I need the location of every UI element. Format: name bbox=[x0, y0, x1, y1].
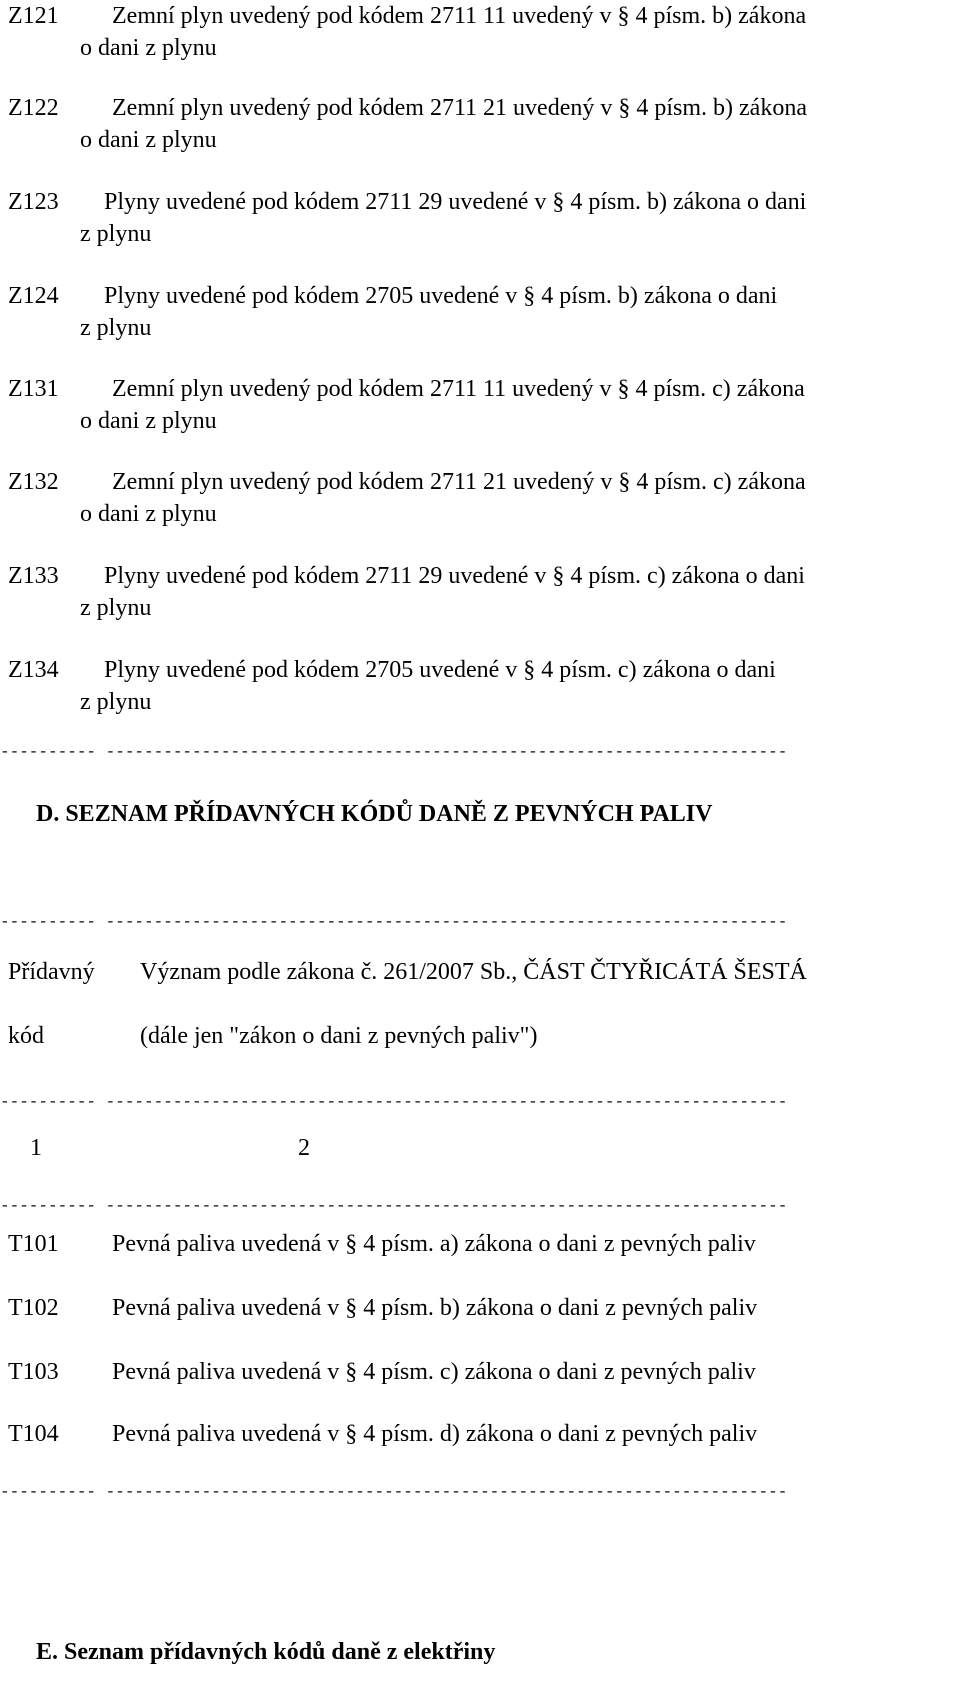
column-header-meaning: Význam podle zákona č. 261/2007 Sb., ČÁST ČTYŘICÁTÁ ŠESTÁ bbox=[140, 959, 807, 985]
entry-description: Plyny uvedené pod kódem 2711 29 uvedené v § 4 písm. b) zákona o dani bbox=[104, 189, 807, 215]
column-header-meaning-continued: (dále jen "zákon o dani z pevných paliv") bbox=[140, 1023, 538, 1049]
entry-description: Zemní plyn uvedený pod kódem 2711 11 uvedený v § 4 písm. b) zákona bbox=[112, 3, 807, 29]
column-number-2: 2 bbox=[298, 1135, 310, 1161]
entry-description-continued: o dani z plynu bbox=[80, 127, 217, 153]
entry-code: Z124 bbox=[8, 283, 59, 309]
entry-code: Z133 bbox=[8, 563, 59, 589]
column-header-code: Přídavný bbox=[8, 959, 95, 985]
entry-description: Plyny uvedené pod kódem 2705 uvedené v § 4 písm. b) zákona o dani bbox=[104, 283, 778, 309]
entry-code: Z134 bbox=[8, 657, 59, 683]
entry-description-continued: z plynu bbox=[80, 315, 152, 341]
entry-code: Z131 bbox=[8, 376, 59, 402]
entry-code: Z121 bbox=[8, 3, 59, 29]
entry-description: Plyny uvedené pod kódem 2705 uvedené v § 4 písm. c) zákona o dani bbox=[104, 657, 776, 683]
entry-code: T104 bbox=[8, 1421, 59, 1447]
entry-description-continued: z plynu bbox=[80, 689, 152, 715]
entry-description: Plyny uvedené pod kódem 2711 29 uvedené v § 4 písm. c) zákona o dani bbox=[104, 563, 805, 589]
section-e-title: E. Seznam přídavných kódů daně z elektřiny bbox=[36, 1639, 496, 1665]
entry-description: Zemní plyn uvedený pod kódem 2711 21 uvedený v § 4 písm. c) zákona bbox=[112, 469, 806, 495]
entry-code: Z123 bbox=[8, 189, 59, 215]
entry-description: Pevná paliva uvedená v § 4 písm. d) zákona o dani z pevných paliv bbox=[112, 1421, 758, 1447]
entry-description: Zemní plyn uvedený pod kódem 2711 21 uvedený v § 4 písm. b) zákona bbox=[112, 95, 807, 121]
entry-description-continued: z plynu bbox=[80, 595, 152, 621]
separator-line: ---------- ----------------------------------------------------------------------- bbox=[0, 1483, 788, 1501]
separator-line: ---------- ----------------------------------------------------------------------- bbox=[0, 1197, 788, 1215]
entry-description: Pevná paliva uvedená v § 4 písm. c) zákona o dani z pevných paliv bbox=[112, 1359, 756, 1385]
entry-code: T102 bbox=[8, 1295, 59, 1321]
column-header-code-continued: kód bbox=[8, 1023, 44, 1049]
entry-description: Pevná paliva uvedená v § 4 písm. b) zákona o dani z pevných paliv bbox=[112, 1295, 758, 1321]
entry-code: T103 bbox=[8, 1359, 59, 1385]
separator-line: ---------- ----------------------------------------------------------------------- bbox=[0, 913, 788, 931]
section-d-title: D. SEZNAM PŘÍDAVNÝCH KÓDŮ DANĚ Z PEVNÝCH PALIV bbox=[36, 801, 713, 827]
separator-line: ---------- ----------------------------------------------------------------------- bbox=[0, 743, 788, 761]
separator-line: ---------- ----------------------------------------------------------------------- bbox=[0, 1093, 788, 1111]
entry-description-continued: o dani z plynu bbox=[80, 501, 217, 527]
entry-code: Z122 bbox=[8, 95, 59, 121]
entry-description-continued: o dani z plynu bbox=[80, 35, 217, 61]
entry-code: T101 bbox=[8, 1231, 59, 1257]
entry-description: Pevná paliva uvedená v § 4 písm. a) zákona o dani z pevných paliv bbox=[112, 1231, 756, 1257]
entry-description-continued: o dani z plynu bbox=[80, 408, 217, 434]
entry-description-continued: z plynu bbox=[80, 221, 152, 247]
entry-code: Z132 bbox=[8, 469, 59, 495]
column-number-1: 1 bbox=[30, 1135, 42, 1161]
entry-description: Zemní plyn uvedený pod kódem 2711 11 uvedený v § 4 písm. c) zákona bbox=[112, 376, 805, 402]
